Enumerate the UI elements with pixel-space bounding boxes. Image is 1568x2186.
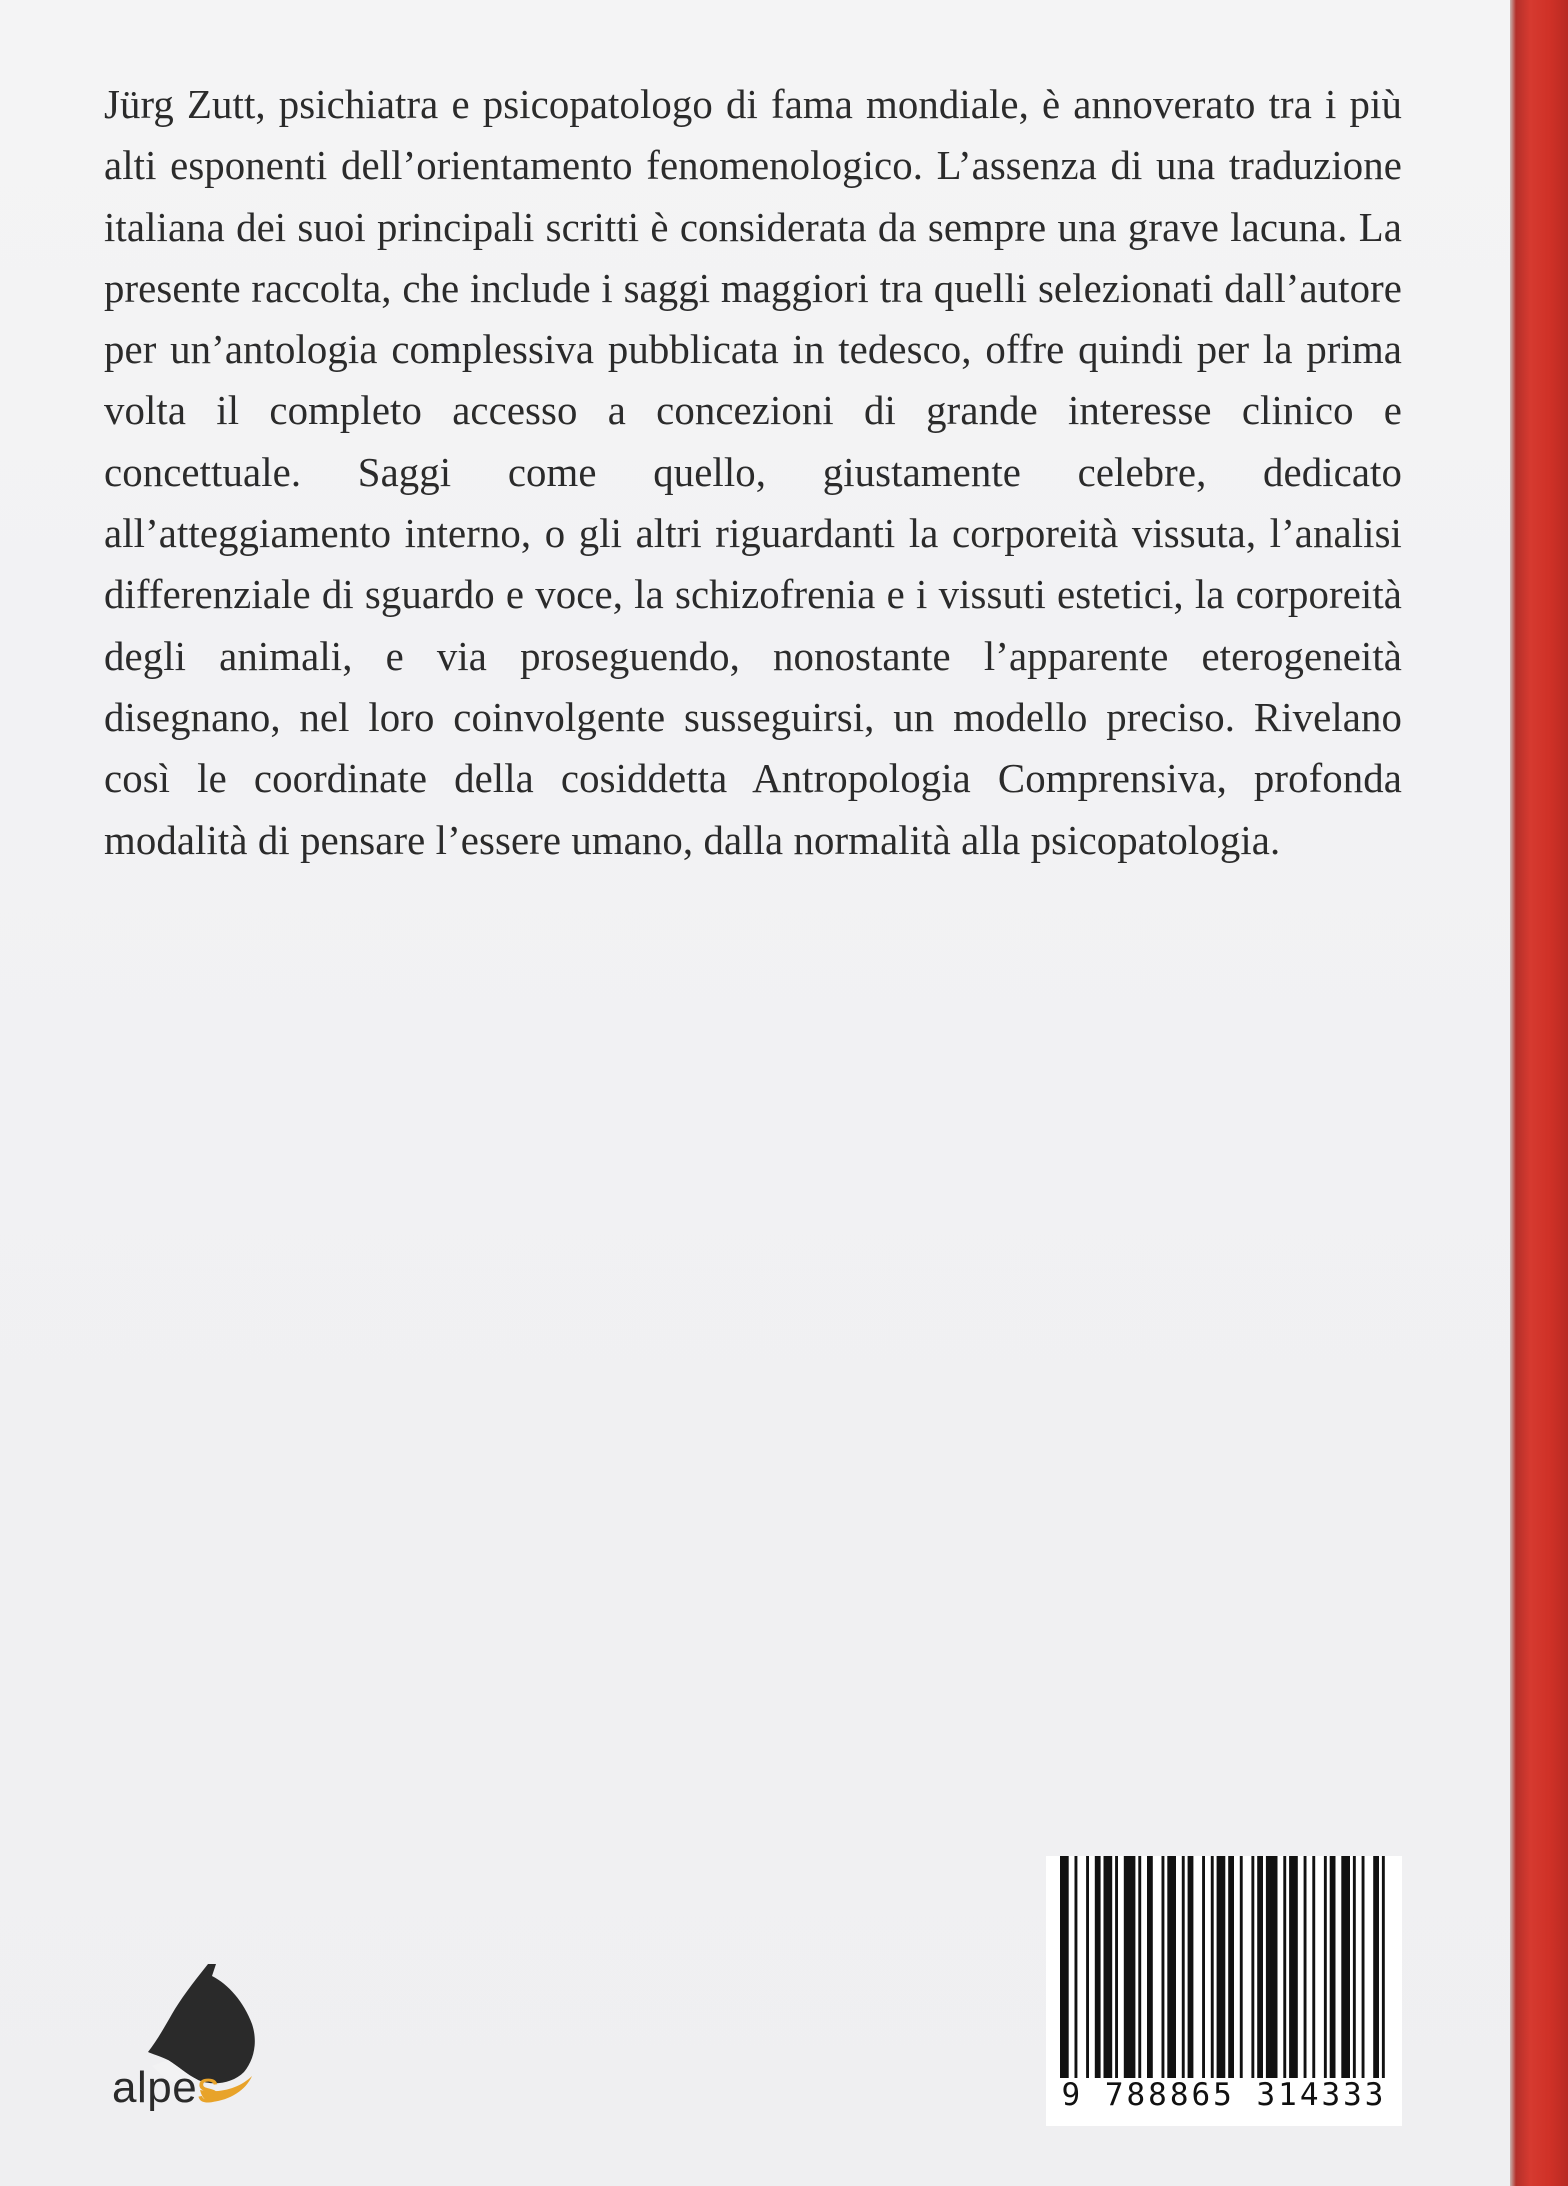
barcode-bar: [1353, 1856, 1356, 2078]
barcode-bar: [1324, 1856, 1327, 2078]
spine-edge: [1510, 0, 1568, 2186]
barcode-bar: [1124, 1856, 1136, 2078]
blurb-text: Jürg Zutt, psichiatra e psicopatologo di fama mondiale, è annoverato tra i più alti esponenti dell’orientamento fenomenologico. L’assenza di una traduzione italiana dei suoi principali scritti è considerata da sempre una grave lacuna. La presente raccolta, che include i saggi maggiori tra quelli selezionati dall’autore per un’antologia complessiva pubblicata in tedesco, offre quindi per la prima volta il completo accesso a concezioni di grande interesse clinico e concettuale. Saggi come quello, giustamente celebre, dedicato all’atteggiamento interno, o gli altri riguardanti la corporeità vissuta, l’analisi differenziale di sguardo e voce, la schizofrenia e i vissuti estetici, la corporeità degli animali, e via proseguendo, nonostante l’apparente eterogeneità disegnano, nel loro coinvolgente susseguirsi, un modello preciso. Rivelano così le coordinate della cosiddetta Antropologia Comprensiva, profonda modalità di pensare l’essere umano, dalla normalità alla psicopatologia.: [104, 82, 1402, 863]
barcode-bar: [1382, 1856, 1385, 2078]
barcode-bar: [1147, 1856, 1153, 2078]
barcode-bar: [1228, 1856, 1234, 2078]
barcode-bar: [1312, 1856, 1315, 2078]
publisher-name: [112, 2064, 220, 2112]
publisher-logo: [112, 1962, 312, 2112]
barcode-bar: [1289, 1856, 1298, 2078]
barcode-bar: [1251, 1856, 1254, 2078]
barcode-bar: [1202, 1856, 1205, 2078]
barcode-bar: [1257, 1856, 1263, 2078]
publisher-name-accent: s: [197, 2063, 220, 2112]
barcode-bar: [1162, 1856, 1165, 2078]
barcode-bar: [1167, 1856, 1176, 2078]
barcode-bar: [1115, 1856, 1118, 2078]
barcode-bar: [1217, 1856, 1226, 2078]
isbn-digits: 9 788865 314333: [1061, 2077, 1387, 2113]
publisher-name-main: alpe: [112, 2063, 198, 2112]
barcode-bar: [1304, 1856, 1307, 2078]
barcode-bar: [1330, 1856, 1336, 2078]
barcode-bar: [1075, 1856, 1078, 2078]
barcode-bar: [1362, 1856, 1365, 2078]
barcode-bar: [1138, 1856, 1141, 2078]
barcode-bar: [1283, 1856, 1286, 2078]
barcode-bar: [1086, 1856, 1089, 2078]
barcode-bar: [1104, 1856, 1113, 2078]
barcode-bar: [1095, 1856, 1101, 2078]
isbn-barcode: [1046, 1856, 1402, 2126]
barcode-bar: [1266, 1856, 1278, 2078]
barcode-bar: [1373, 1856, 1379, 2078]
barcode-bar: [1188, 1856, 1194, 2078]
barcode-bar: [1182, 1856, 1185, 2078]
barcode-bar: [1240, 1856, 1243, 2078]
barcode-bar: [1211, 1856, 1214, 2078]
barcode-bar: [1341, 1856, 1350, 2078]
barcode-bars: [1060, 1856, 1388, 2078]
barcode-bar: [1060, 1856, 1069, 2078]
